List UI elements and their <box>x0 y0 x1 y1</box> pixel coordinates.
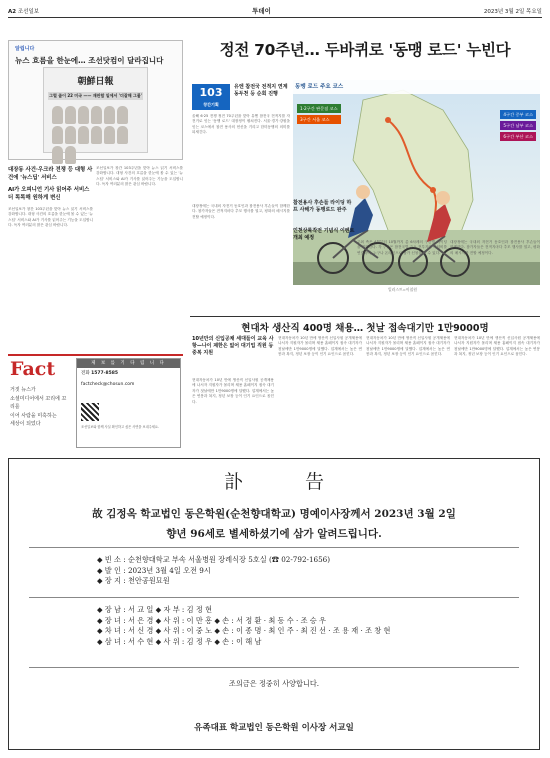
sub-kicker: 10년만의 신입공채 세대들이 교육 사항—나이 제한은 없어 대기업 직원 등 중복 지원 <box>192 336 274 356</box>
sub-body-4: 현대자동차가 10년 만에 생산직 신입사원 공개채용에 나서자 지원자가 몰리며 채용 홈페이지 접속 대기자가 첫날에만 1만9000명에 달했다. 업계에서는 높은 연봉과 복지, 정년 보장 등이 인기 요인으로 꼽힌다. <box>454 336 540 357</box>
main-hl-2: 인천상륙작전 기념식 이벤트 개최 예정 <box>293 228 355 241</box>
main-headline: 정전 70주년… 두바퀴로 '동맹 로드' 누빈다 <box>219 41 511 59</box>
section-name: 투데이 <box>252 7 271 15</box>
obituary-heading: 訃 告 <box>223 471 353 493</box>
route-1: 1·2구간 판문점 코스 <box>297 104 341 113</box>
route-list-right <box>500 110 536 141</box>
fact-phone: 전화 1577-8585 <box>81 371 119 376</box>
obituary-line-1: 故 김정옥 학교법인 동은학원(순천향대학교) 명예이사장께서 2023년 3월 2일 <box>92 508 456 520</box>
notice-body-column: 조선일보가 창간 103주년을 맞아 뉴스 읽기 서비스를 강화합니다. 대형 사건의 흐름을 한눈에 볼 수 있는 '뉴스딥' 서비스와 AI가 기사를 읽어주는 기능을 도입합니다. 독자 여러분의 많은 관심 바랍니다. <box>96 166 183 187</box>
notice-left-column <box>8 166 93 337</box>
fact-note: 조선일보와 함께 사실 확인하고 싶은 사연을 보내주세요. <box>81 425 159 429</box>
notice-box <box>8 40 183 160</box>
notice-tag: 알립니다 <box>15 46 35 52</box>
sub-headline: 현대차 생산직 400명 채용… 첫날 접속대기만 1만9000명 <box>241 323 489 334</box>
fact-logo: Fact <box>10 358 56 380</box>
fact-report-head: 제 보 를 기 다 립 니 다 <box>77 359 180 368</box>
sub-body-1: 현대자동차가 10년 만에 생산직 신입사원 공개채용에 나서자 지원자가 몰리며 채용 홈페이지 접속 대기자가 첫날에만 1만9000명에 달했다. 업계에서는 높은 연봉과 복지, 정년 보장 등이 인기 요인으로 꼽힌다. <box>192 378 274 404</box>
obituary-line-2: 향년 96세로 별세하셨기에 삼가 알려드립니다. <box>166 528 382 540</box>
obituary-note: 조의금은 정중히 사양합니다. <box>228 679 320 688</box>
illustration-credit: 일러스트=이철원 <box>388 287 417 292</box>
qr-code-icon <box>81 403 99 421</box>
notice-headline: 대장동 사건·우크라 전쟁 등 대형 사건에 '뉴스딥' 서비스 <box>8 167 93 181</box>
fact-box <box>8 354 183 454</box>
map-title: 동맹 로드 주요 코스 <box>295 84 344 90</box>
notice-body: 조선일보가 창간 103주년을 맞아 뉴스 읽기 서비스를 강화합니다. 대형 사건의 흐름을 한눈에 볼 수 있는 '뉴스딥' 서비스와 AI가 기사를 읽어주는 기능을 도입합니다. 독자 여러분의 많은 관심 바랍니다. <box>8 207 93 228</box>
page-number: A2 조선일보 <box>8 8 40 15</box>
anniversary-number: 103 <box>199 86 223 99</box>
main-body-3: 주최 측은 4월부터 10월까지 총 6차례의 구간별 라이딩을 진행한다. 각 구간은 참전국별 주요 전투지와 기념비를 연결하며, 누구나 온라인으로 참가 신청을 할 수 있다. <box>357 240 447 255</box>
route-3: 4구간 중부 코스 <box>500 110 536 119</box>
portrait-grid <box>52 106 139 146</box>
obituary-signature: 유족대표 학교법인 동은학원 이사장 서교일 <box>194 723 354 733</box>
main-hl-1: 참전용사 후손들 라이딩 하프 사해가 동맹로드 완주 <box>293 200 352 213</box>
fact-email: factcheck@chosun.com <box>81 382 135 387</box>
fact-tagline: 거짓 뉴스가 소셜미디어에서 꼬리에 꼬리를 이어 사람을 미혹하는 세상이 되었다 <box>10 387 67 427</box>
route-list <box>297 104 341 126</box>
fact-report-box <box>76 358 181 448</box>
notice-subhead: AI가 오피니언 기사 읽어주 서비스 더 똑똑해 원하게 변신 <box>8 187 90 201</box>
anniversary-label: 창간기획 <box>203 102 219 107</box>
obituary-ad <box>8 458 540 750</box>
newspaper-thumbnail <box>43 67 148 153</box>
sub-body-2: 현대자동차가 10년 만에 생산직 신입사원 공개채용에 나서자 지원자가 몰리며 채용 홈페이지 접속 대기자가 첫날에만 1만9000명에 달했다. 업계에서는 높은 연봉과 복지, 정년 보장 등이 인기 요인으로 꼽힌다. <box>278 336 362 357</box>
main-subheads <box>293 200 355 242</box>
notice-title: 뉴스 흐름을 한눈에… 조선닷컴이 달라집니다 <box>15 56 164 65</box>
main-body-2: 대장정에는 국내외 자전거 동호인과 참전용사 후손들이 함께한다. 참가자들은 전적지마다 추모 행사를 열고, 평화의 메시지를 전할 예정이다. <box>192 204 290 219</box>
sub-body-3: 현대자동차가 10년 만에 생산직 신입사원 공개채용에 나서자 지원자가 몰리며 채용 홈페이지 접속 대기자가 첫날에만 1만9000명에 달했다. 업계에서는 높은 연봉과 복지, 정년 보장 등이 인기 요인으로 꼽힌다. <box>366 336 450 357</box>
route-4: 5구간 남부 코스 <box>500 121 536 130</box>
main-body-1: 올해 6·25 전쟁 정전 70주년을 맞아 유엔 참전국 전적지를 자전거로 잇는 '동맹 로드' 대장정이 펼쳐진다. 서울·경기·강원을 잇는 코스에서 참전 용사의 헌신을 기리고 한미동맹의 의미를 되새긴다. <box>192 114 290 135</box>
main-kicker: 유엔 참전국 전적지 연계 동두천 등 순회 진행 <box>234 84 288 97</box>
newspaper-masthead: 朝鮮日報 <box>77 77 114 87</box>
route-5: 6구간 부산 코스 <box>500 132 536 141</box>
anniversary-logo <box>192 84 230 110</box>
route-2: 3구간 서울 코스 <box>297 115 341 124</box>
newspaper-band: 그럴 줄이 22 미국 —— 재판할 일에서 '더잘해 그룹' <box>49 93 142 98</box>
obituary-relatives: ◆ 장 남 : 서 교 일 ◆ 자 부 : 김 정 현 ◆ 장 녀 : 서 은 경 ◆ 사 위 : 이 만 흥 ◆ 손 : 서 정 환 · 최 동 수 · 조 승 우 ◆ 차 녀 : 서 신 경 ◆ 사 위 : 이 중 노 ◆ 손 : 이 종 명 · 최 인 주 · 최 진 선 · 조 용 재 · 조 창 현 ◆ 삼 녀 : 서 수 현 ◆ 사 위 : 김 정 우 ◆ 손 : 이 해 남 <box>97 605 391 646</box>
main-body-3b: 대장정에는 국내외 자전거 동호인과 참전용사 후손들이 함께한다. 참가자들은 전적지마다 추모 행사를 열고, 평화의 메시지를 전할 예정이다. <box>450 240 540 255</box>
page-header <box>8 4 542 18</box>
obituary-info: ◆ 빈 소 : 순천향대학교 부속 서울병원 장례식장 5호실 (☎ 02-792-1656) ◆ 발 인 : 2023년 3월 4일 오전 9시 ◆ 장 지 : 천안공원묘원 <box>97 555 331 585</box>
page-date: 2023년 3월 2일 목요일 <box>483 8 542 15</box>
